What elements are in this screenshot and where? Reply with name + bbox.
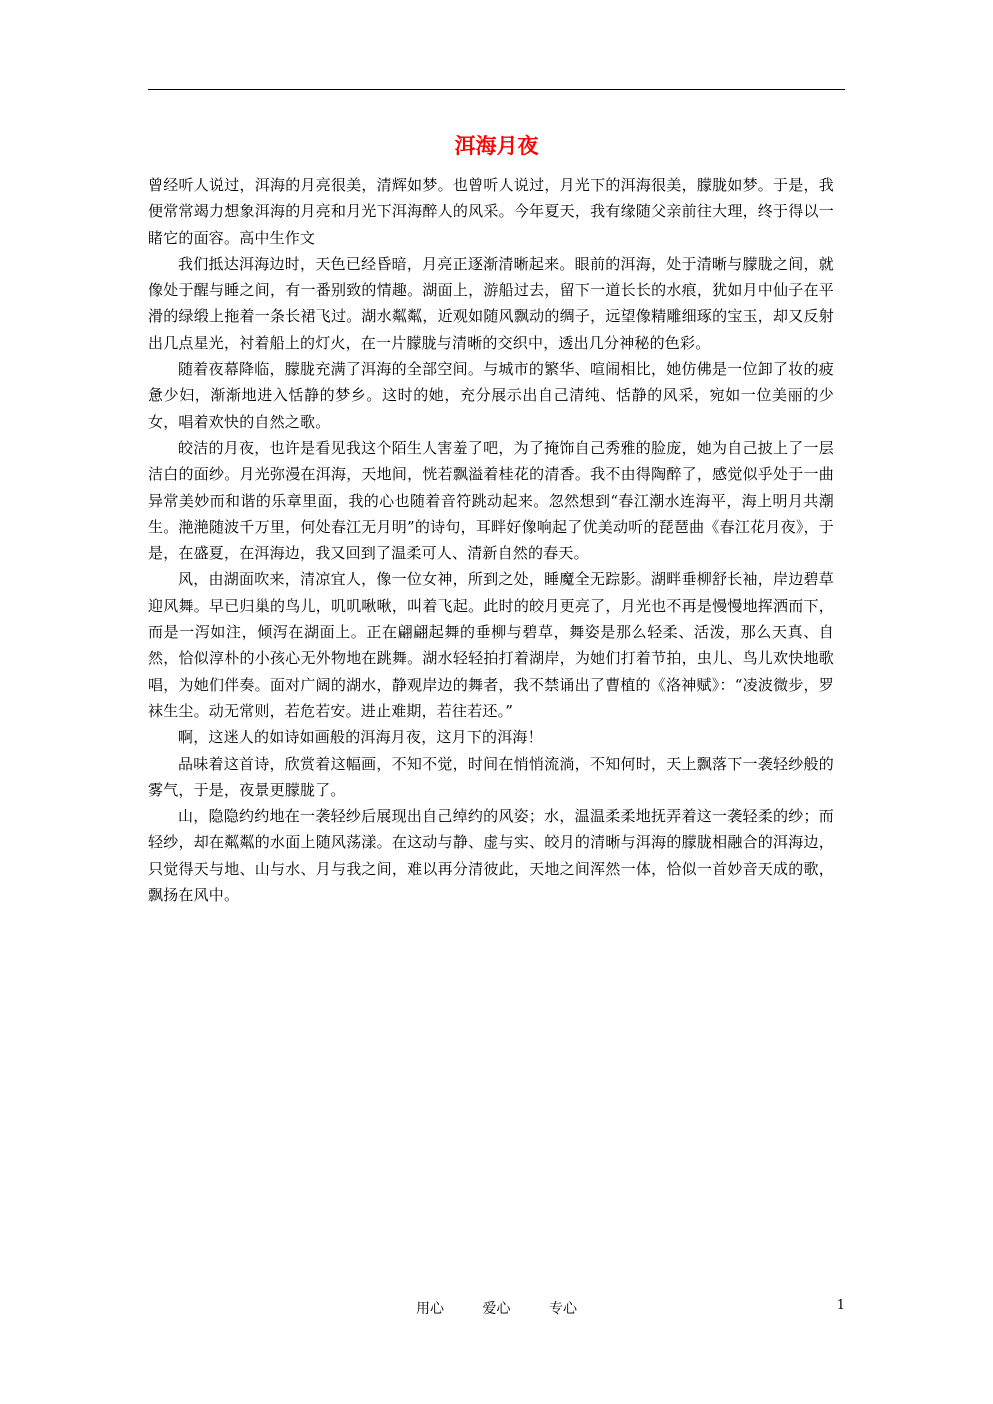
paragraph-1: 曾经听人说过，洱海的月亮很美，清辉如梦。也曾听人说过，月光下的洱海很美，朦胧如梦。于是，我便常常竭力想象洱海的月亮和月光下洱海醉人的风采。今年夏天，我有缘随父亲前往大理，终于得以一睹它的面容。高中生作文 — [148, 176, 834, 247]
footer-slogan-item: 爱心 — [482, 1301, 511, 1317]
paragraph-7: 品味着这首诗，欣赏着这幅画，不知不觉，时间在悄悄流淌，不知何时，天上飘落下一袭轻纱般的雾气，于是，夜景更朦胧了。 — [148, 754, 834, 799]
footer-slogan — [148, 1298, 845, 1318]
document-body — [148, 172, 834, 908]
footer-slogan-item: 用心 — [416, 1301, 445, 1317]
page-number: 1 — [836, 1298, 845, 1313]
document-title: 洱海月夜 — [454, 133, 539, 158]
paragraph-8: 山，隐隐约约地在一袭轻纱后展现出自己绰约的风姿；水，温温柔柔地抚弄着这一袭轻柔的纱；而轻纱，却在粼粼的水面上随风荡漾。在这动与静、虚与实、皎月的清晰与洱海的朦胧相融合的洱海边，只觉得天与地、山与水、月与我之间，难以再分清彼此，天地之间浑然一体，恰似一首妙音天成的歌，飘扬在风中。 — [148, 807, 834, 905]
paragraph-3: 随着夜幕降临，朦胧充满了洱海的全部空间。与城市的繁华、喧闹相比，她仿佛是一位卸了妆的疲惫少妇，渐渐地进入恬静的梦乡。这时的她，充分展示出自己清纯、恬静的风采，宛如一位美丽的少女，唱着欢快的自然之歌。 — [148, 360, 834, 431]
paragraph-6: 啊，这迷人的如诗如画般的洱海月夜，这月下的洱海！ — [178, 728, 543, 747]
paragraph-5: 风，由湖面吹来，清凉宜人，像一位女神，所到之处，睡魔全无踪影。湖畔垂柳舒长袖，岸边碧草迎风舞。早已归巢的鸟儿，叽叽啾啾，叫着飞起。此时的皎月更亮了，月光也不再是慢慢地挥洒而下，而是一泻如注，倾泻在湖面上。正在翩翩起舞的垂柳与碧草，舞姿是那么轻柔、活泼，那么天真、自然，恰似淳朴的小孩心无外物地在跳舞。湖水轻轻拍打着湖岸，为她们打着节拍，虫儿、鸟儿欢快地歌唱，为她们伴奏。面对广阔的湖水，静观岸边的舞者，我不禁诵出了曹植的《洛神赋》：“凌波微步，罗袜生尘。动无常则，若危若安。进止难期，若往若还。” — [148, 570, 834, 720]
paragraph-2: 我们抵达洱海边时，天色已经昏暗，月亮正逐渐清晰起来。眼前的洱海，处于清晰与朦胧之间，就像处于醒与睡之间，有一番别致的情趣。湖面上，游船过去，留下一道长长的水痕，犹如月中仙子在平滑的绿缎上拖着一条长裙飞过。湖水粼粼，近观如随风飘动的绸子，远望像精雕细琢的宝玉，却又反射出几点星光，衬着船上的灯火，在一片朦胧与清晰的交织中，透出几分神秘的色彩。 — [148, 254, 834, 352]
page-footer — [148, 1298, 845, 1322]
header-rule — [148, 89, 845, 90]
paragraph-4: 皎洁的月夜，也许是看见我这个陌生人害羞了吧，为了掩饰自己秀雅的脸庞，她为自己披上了一层洁白的面纱。月光弥漫在洱海，天地间，恍若飘溢着桂花的清香。我不由得陶醉了，感觉似乎处于一曲异常美妙而和谐的乐章里面，我的心也随着音符跳动起来。忽然想到“春江潮水连海平，海上明月共潮生。滟滟随波千万里，何处春江无月明”的诗句，耳畔好像响起了优美动听的琵琶曲《春江花月夜》，于是，在盛夏，在洱海边，我又回到了温柔可人、清新自然的春天。 — [148, 438, 834, 563]
footer-slogan-item: 专心 — [548, 1301, 577, 1317]
